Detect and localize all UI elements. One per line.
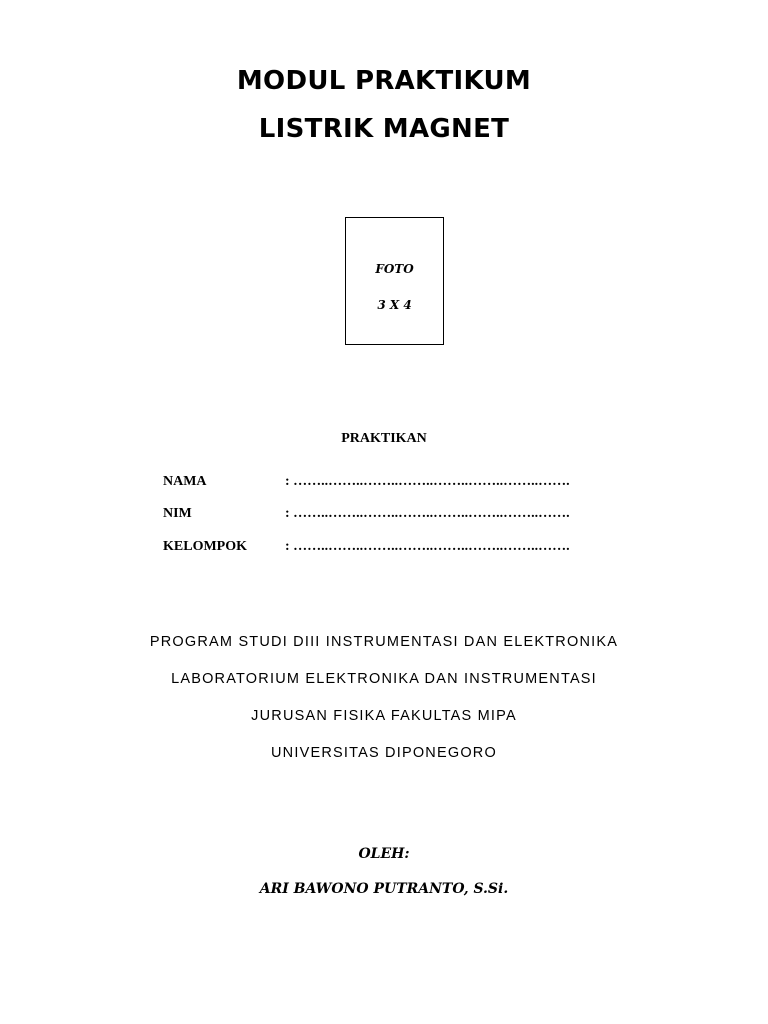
photo-size-label: 3 X 4 xyxy=(377,298,412,312)
department-line: JURUSAN FISIKA FAKULTAS MIPA xyxy=(251,708,517,724)
field-label-nim: NIM xyxy=(163,506,192,521)
field-row-nim xyxy=(163,506,623,526)
laboratory-line: LABORATORIUM ELEKTRONIKA DAN INSTRUMENTASI xyxy=(171,671,597,687)
field-row-nama xyxy=(163,474,623,494)
field-label-nama: NAMA xyxy=(163,474,207,489)
field-label-kelompok: KELOMPOK xyxy=(163,539,247,554)
field-row-kelompok xyxy=(163,539,623,559)
study-program-line: PROGRAM STUDI DIII INSTRUMENTASI DAN ELEKTRONIKA xyxy=(149,634,619,650)
photo-label: FOTO xyxy=(375,262,414,276)
field-value-nama: : ……..……..……..……..……..……..……..……. xyxy=(285,474,570,489)
praktikan-heading: PRAKTIKAN xyxy=(341,431,427,446)
document-title: MODUL PRAKTIKUM xyxy=(236,66,532,96)
author-name: ARI BAWONO PUTRANTO, S.Si. xyxy=(259,881,509,897)
document-subtitle: LISTRIK MAGNET xyxy=(258,114,510,144)
university-line: UNIVERSITAS DIPONEGORO xyxy=(271,745,497,761)
field-value-kelompok: : ……..……..……..……..……..……..……..……. xyxy=(285,539,570,554)
author-label: OLEH: xyxy=(358,846,410,862)
field-value-nim: : ……..……..……..……..……..……..……..……. xyxy=(285,506,570,521)
photo-placeholder-box xyxy=(345,217,444,345)
